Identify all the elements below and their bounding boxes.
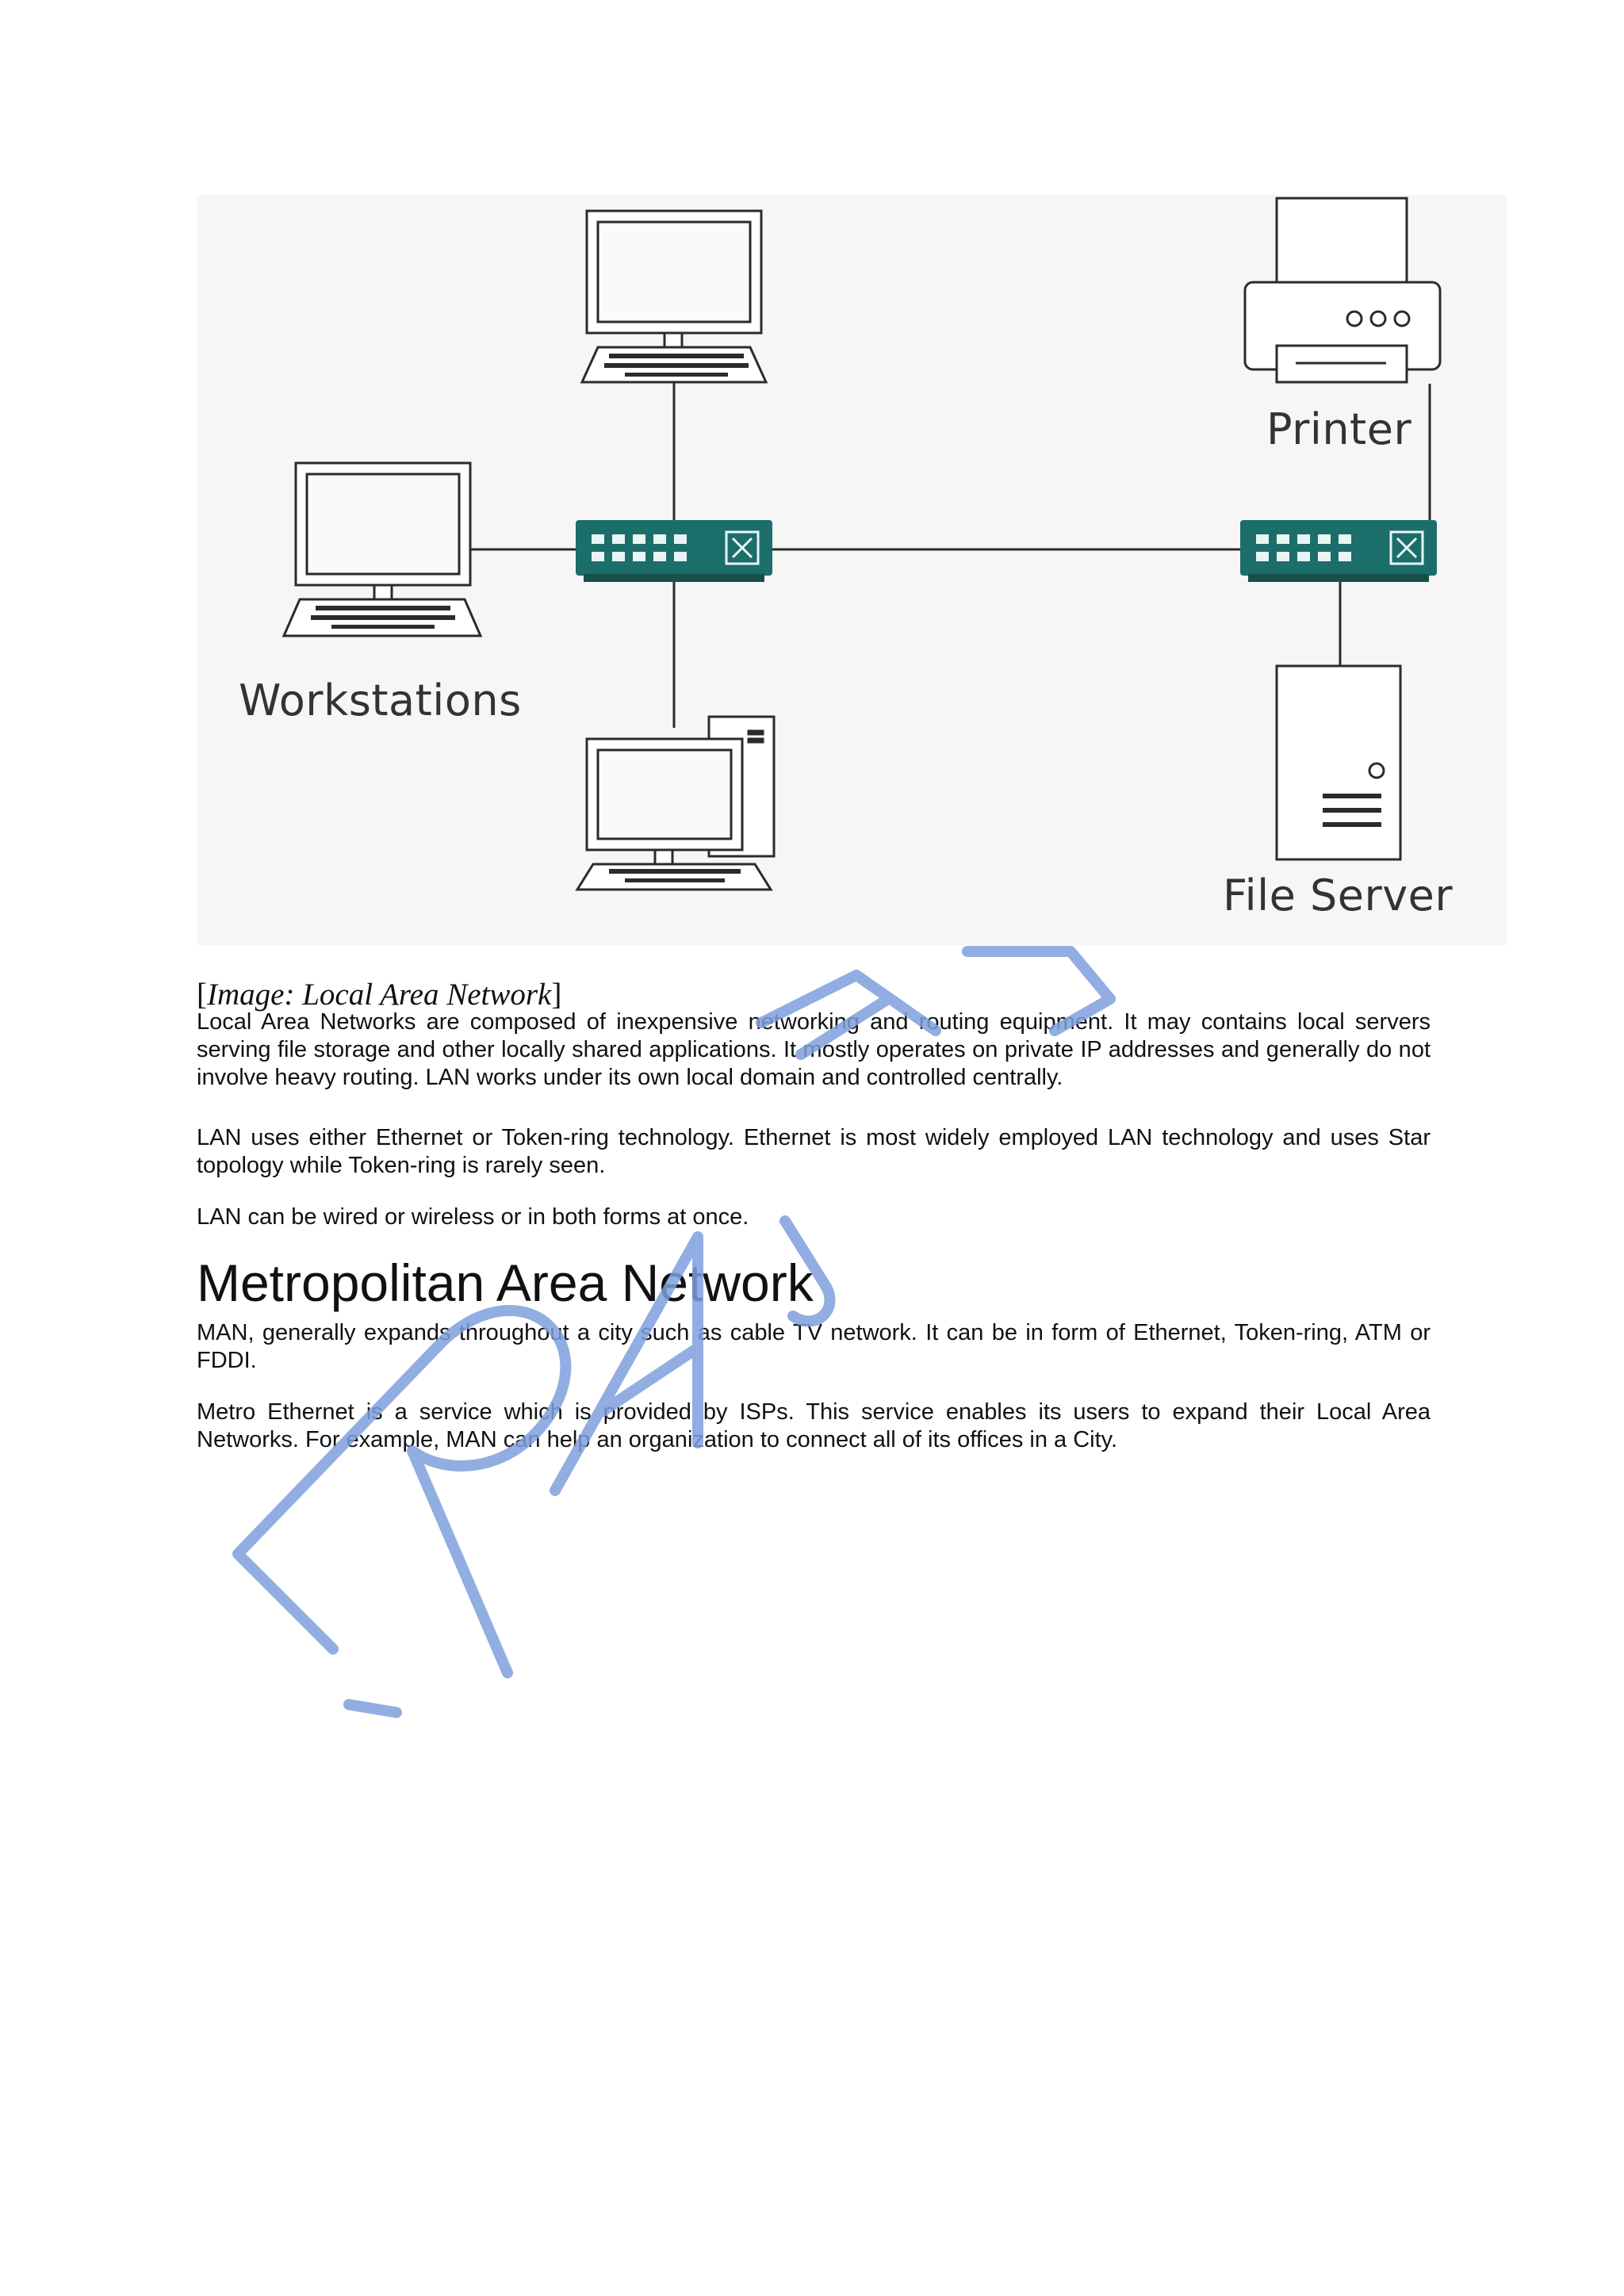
printer-icon <box>1245 198 1440 382</box>
lan-diagram-svg <box>197 195 1507 945</box>
lan-diagram-figure <box>197 195 1507 945</box>
left-workstation-icon <box>284 463 481 636</box>
lan-paragraph-2: LAN uses either Ethernet or Token-ring technology. Ethernet is most widely employed LAN technology and uses Star topology while Token-ring is rarely seen. <box>197 1125 1431 1178</box>
file-server-label: File Server <box>1223 871 1454 920</box>
caption-open-bracket: [ <box>197 978 207 1012</box>
man-heading: Metropolitan Area Network <box>197 1253 814 1312</box>
workstations-label: Workstations <box>239 675 522 725</box>
right-switch-icon <box>1240 520 1437 582</box>
lan-paragraph-3: LAN can be wired or wireless or in both forms at once. <box>197 1204 749 1230</box>
caption-close-bracket: ] <box>551 978 562 1012</box>
man-paragraph-1: MAN, generally expands throughout a city such as cable TV network. It can be in form of Ethernet, Token-ring, ATM or FDDI. <box>197 1320 1431 1373</box>
bottom-workstation-icon <box>577 717 774 890</box>
caption-text: Image: Local Area Network <box>207 978 552 1012</box>
lan-paragraph-1: Local Area Networks are composed of inexpensive networking and routing equipment. It may contains local servers serving file storage and other locally shared applications. It mostly operates on private IP addresses and generally do not involve heavy routing. LAN works under its own local domain and controlled centrally. <box>197 1009 1431 1090</box>
printer-label: Printer <box>1266 404 1412 454</box>
top-workstation-icon <box>582 211 766 382</box>
man-paragraph-2: Metro Ethernet is a service which is provided by ISPs. This service enables its users to expand their Local Area Networks. For example, MAN can help an organization to connect all of its offices in a City. <box>197 1399 1431 1452</box>
figure-caption <box>197 977 561 1012</box>
left-switch-icon <box>576 520 772 582</box>
file-server-icon <box>1277 666 1400 859</box>
